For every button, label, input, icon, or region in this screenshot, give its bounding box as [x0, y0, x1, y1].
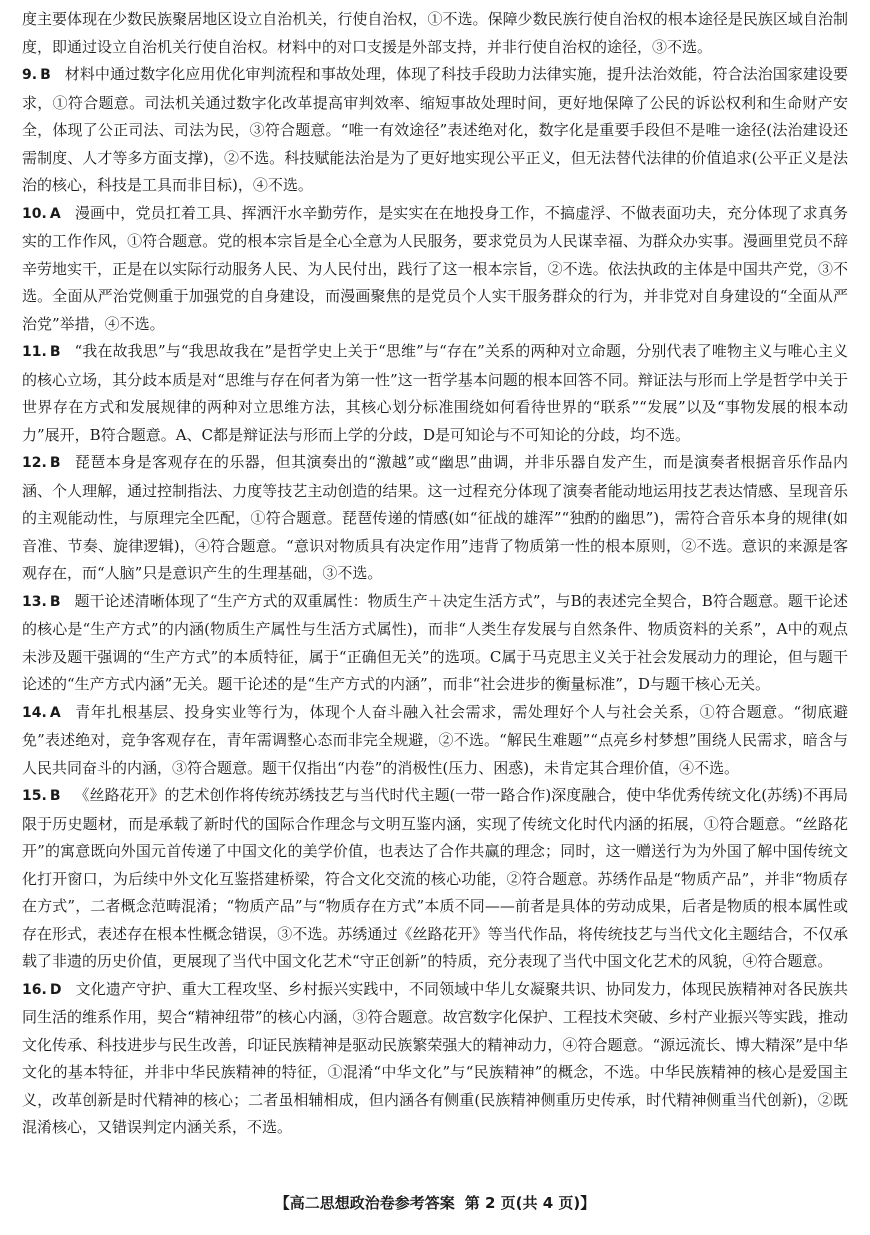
answer-letter: B: [49, 455, 61, 471]
explanation-text: 材料中通过数字化应用优化审判流程和事故处理，体现了科技手段助力法律实施，提升法治效能，符合法治国家建设要求，①符合题意。司法机关通过数字化改革提高审判效率、缩短事故处理时间，更好地保障了公民的诉讼权利和生命财产安全，体现了公正司法、司法为民，③符合题意。“唯一有效途径”表述绝对化，数字化是重要手段但不是唯一途径(法治建设还需制度、人才等多方面支撑)，②不选。科技赋能法治是为了更好地实现公平正义，但无法替代法律的价值追求(公平正义是法治的核心，科技是工具而非目标)，④不选。: [22, 65, 848, 194]
question-number: 11.: [22, 344, 47, 360]
continuation-paragraph: 度主要体现在少数民族聚居地区设立自治机关，行使自治权，①不选。保障少数民族行使自治权的根本途径是民族区域自治制度，即通过设立自治机关行使自治权。材料中的对口支援是外部支持，并非行使自治权的途径，③不选。: [22, 10, 848, 56]
answer-item-12: [22, 449, 848, 588]
answer-letter: B: [40, 67, 51, 83]
question-number: 10.: [22, 205, 47, 222]
question-number: 16.: [22, 981, 47, 998]
answer-letter: A: [49, 205, 61, 222]
question-number: 9.: [22, 67, 38, 83]
question-number: 14.: [22, 704, 47, 721]
explanation-text: 文化遗产守护、重大工程攻坚、乡村振兴实践中，不同领域中华儿女凝聚共识、协同发力，体现民族精神对各民族共同生活的维系作用，契合“精神纽带”的核心内涵，③符合题意。故宫数字化保护、工程技术突破、乡村产业振兴等实践，推动文化传承、科技进步与民生改善，印证民族精神是驱动民族繁荣强大的精神动力，④符合题意。“源远流长、博大精深”是中华文化的基本特征，并非中华民族精神的特征，①混淆“中华文化”与“民族精神”的概念，不选。中华民族精神的核心是爱国主义，改革创新是时代精神的核心；二者虽相辅相成，但内涵各有侧重(民族精神侧重历史传承，时代精神侧重当代创新)，②既混淆核心，又错误判定内涵关系，不选。: [22, 979, 848, 1136]
explanation-text: 漫画中，党员扛着工具、挥洒汗水辛勤劳作，是实实在在地投身工作，不搞虚浮、不做表面功夫，充分体现了求真务实的工作作风，①符合题意。党的根本宗旨是全心全意为人民服务，要求党员为人民谋幸福、为群众办实事。漫画里党员不辞辛劳地实干，正是在以实际行动服务人民、为人民付出，践行了这一根本宗旨，②不选。依法执政的主体是中国共产党，③不选。全面从严治党侧重于加强党的自身建设，而漫画聚焦的是党员个人实干服务群众的行为，并非党对自身建设的“全面从严治党”举措，④不选。: [22, 203, 848, 333]
answer-item-11: [22, 338, 848, 449]
answer-item-13: [22, 588, 848, 699]
answer-item-16: [22, 976, 848, 1142]
answer-letter: D: [49, 981, 62, 998]
answer-letter: A: [49, 704, 61, 721]
answer-item-15: [22, 782, 848, 976]
answer-item-14: [22, 699, 848, 783]
question-number: 15.: [22, 788, 47, 804]
answer-list: [22, 61, 848, 1142]
answer-letter: B: [49, 593, 61, 610]
answer-item-9: [22, 61, 848, 200]
explanation-text: 题干论述清晰体现了“生产方式的双重属性：物质生产＋决定生活方式”，与B的表述完全契合，B符合题意。题干论述的核心是“生产方式”的内涵(物质生产属性与生活方式属性)，而非“人类生存发展与自然条件、物质资料的关系”，A中的观点未涉及题干强调的“生产方式”的本质特征，属于“正确但无关”的选项。C属于马克思主义关于社会发展动力的理论，但与题干论述的“生产方式内涵”无关。题干论述的是“生产方式的内涵”，而非“社会进步的衡量标准”，D与题干核心无关。: [22, 591, 848, 693]
answer-item-10: [22, 200, 848, 339]
explanation-text: 青年扎根基层、投身实业等行为，体现个人奋斗融入社会需求，需处理好个人与社会关系，①符合题意。“彻底避免”表述绝对，竞争客观存在，青年需调整心态而非完全规避，②不选。“解民生难题”“点亮乡村梦想”围绕人民需求，暗含与人民共同奋斗的内涵，③符合题意。题干仅指出“内卷”的消极性(压力、困惑)，未肯定其合理价值，④不选。: [22, 702, 848, 777]
footer-title: 【高二思想政治卷参考答案: [274, 1194, 455, 1212]
page-footer: [0, 1192, 870, 1213]
question-number: 13.: [22, 593, 47, 610]
explanation-text: 《丝路花开》的艺术创作将传统苏绣技艺与当代时代主题(一带一路合作)深度融合，使中华优秀传统文化(苏绣)不再局限于历史题材，而是承载了新时代的国际合作理念与文明互鉴内涵，实现了传统文化时代内涵的拓展，①符合题意。“丝路花开”的寓意既向外国元首传递了中国文化的美学价值，也表达了合作共赢的理念；同时，这一赠送行为为外国了解中国传统文化打开窗口，为后续中外文化互鉴搭建桥梁，符合文化交流的核心功能，②符合题意。苏绣作品是“物质产品”，并非“物质存在方式”，二者概念范畴混淆；“物质产品”与“物质存在方式”本质不同——前者是具体的劳动成果，后者是物质的根本属性或存在形式，表述存在根本性概念错误，③不选。苏绣通过《丝路花开》等当代作品，将传统技艺与当代文化主题结合，不仅承载了非遗的历史价值，更展现了当代中国文化艺术“守正创新”的特质，充分表现了当代中国文化艺术的风貌，④符合题意。: [22, 786, 848, 970]
question-number: 12.: [22, 455, 47, 471]
footer-page-number: 第 2 页(共 4 页)】: [464, 1194, 596, 1212]
answer-letter: B: [49, 788, 61, 804]
answer-letter: B: [49, 344, 61, 360]
explanation-text: “我在故我思”与“我思故我在”是哲学史上关于“思维”与“存在”关系的两种对立命题，分别代表了唯物主义与唯心主义的核心立场，其分歧本质是对“思维与存在何者为第一性”这一哲学基本问题的根本回答不同。辩证法与形而上学是哲学中关于世界存在方式和发展规律的两种对立思维方法，其核心划分标准围绕如何看待世界的“联系”“发展”以及“事物发展的根本动力”展开，B符合题意。A、C都是辩证法与形而上学的分歧，D是可知论与不可知论的分歧，均不选。: [22, 342, 848, 444]
explanation-text: 琵琶本身是客观存在的乐器，但其演奏出的“激越”或“幽思”曲调，并非乐器自发产生，而是演奏者根据音乐作品内涵、个人理解，通过控制指法、力度等技艺主动创造的结果。这一过程充分体现了演奏者能动地运用技艺表达情感、呈现音乐的主观能动性，与原理完全匹配，①符合题意。琵琶传递的情感(如“征战的雄浑”“独酌的幽思”)，需符合音乐本身的规律(如音准、节奏、旋律逻辑)，④符合题意。“意识对物质具有决定作用”违背了物质第一性的根本原则，②不选。意识的来源是客观存在，而“人脑”只是意识产生的生理基础，③不选。: [22, 453, 848, 582]
